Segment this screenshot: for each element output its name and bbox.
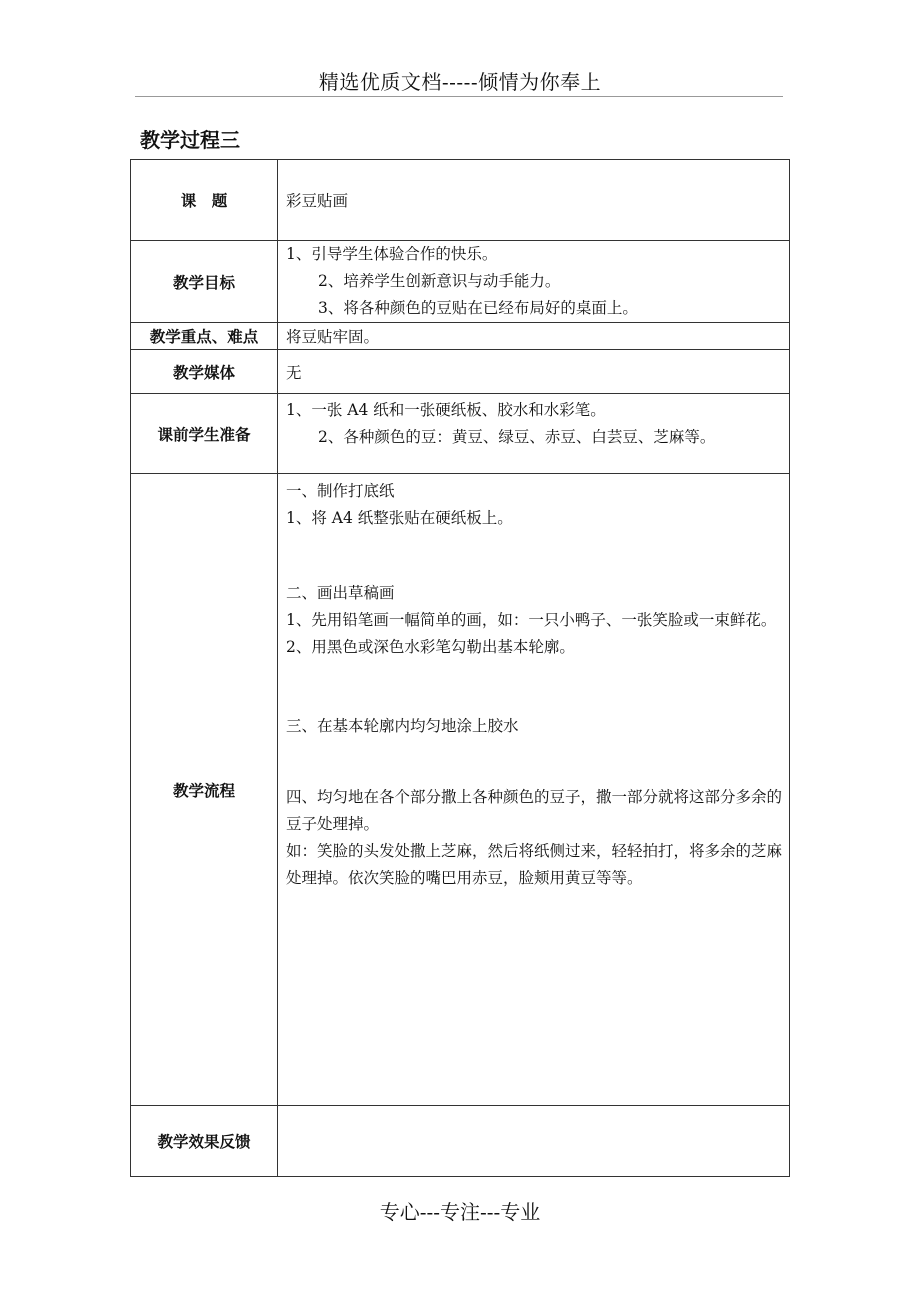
section-title: 教学过程三 (140, 128, 240, 152)
flow-step-title: 三、在基本轮廓内均匀地涂上胶水 (286, 717, 519, 735)
goals-label: 教学目标 (131, 241, 278, 323)
topic-value: 彩豆贴画 (278, 160, 790, 241)
flow-step-text: 如：笑脸的头发处撒上芝麻，然后将纸侧过来，轻轻拍打，将多余的芝麻处理掉。依次笑脸的嘴巴用赤豆，脸颊用黄豆等等。 (286, 842, 783, 887)
row-prep (131, 394, 790, 474)
row-goals (131, 241, 790, 323)
feedback-value (278, 1106, 790, 1177)
row-media (131, 350, 790, 394)
flow-label: 教学流程 (131, 474, 278, 1106)
page-header: 精选优质文档-----倾情为你奉上 (318, 70, 602, 94)
row-topic (131, 160, 790, 241)
prep-label: 课前学生准备 (131, 394, 278, 474)
header-rule (135, 96, 783, 97)
goal-line: 1、引导学生体验合作的快乐。 (286, 245, 498, 263)
lesson-plan-table (130, 159, 790, 1177)
prep-line: 1、一张 A4 纸和一张硬纸板、胶水和水彩笔。 (286, 400, 606, 419)
key-points-label: 教学重点、难点 (131, 323, 278, 350)
prep-line: 2、各种颜色的豆：黄豆、绿豆、赤豆、白芸豆、芝麻等。 (318, 427, 716, 446)
prep-value (278, 394, 790, 474)
row-feedback (131, 1106, 790, 1177)
feedback-label: 教学效果反馈 (131, 1106, 278, 1177)
media-label: 教学媒体 (131, 350, 278, 394)
goal-line: 2、培养学生创新意识与动手能力。 (318, 272, 561, 290)
flow-step-text: 1、将 A4 纸整张贴在硬纸板上。 (286, 509, 513, 527)
key-points-value: 将豆贴牢固。 (278, 323, 790, 350)
flow-step-title: 一、制作打底纸 (286, 482, 395, 500)
row-flow (131, 474, 790, 1106)
flow-value (278, 474, 790, 1106)
row-key-points (131, 323, 790, 350)
flow-step-text: 1、先用铅笔画一幅简单的画，如：一只小鸭子、一张笑脸或一束鲜花。 (286, 611, 777, 629)
flow-step-title: 四、均匀地在各个部分撒上各种颜色的豆子，撒一部分就将这部分多余的豆子处理掉。 (286, 788, 783, 833)
page-footer: 专心---专注---专业 (379, 1200, 541, 1224)
goal-line: 3、将各种颜色的豆贴在已经布局好的桌面上。 (318, 299, 638, 317)
flow-step-title: 二、画出草稿画 (286, 584, 395, 602)
flow-step-text: 2、用黑色或深色水彩笔勾勒出基本轮廓。 (286, 638, 575, 656)
goals-value (278, 241, 790, 323)
topic-label: 课 题 (131, 160, 278, 241)
media-value: 无 (278, 350, 790, 394)
